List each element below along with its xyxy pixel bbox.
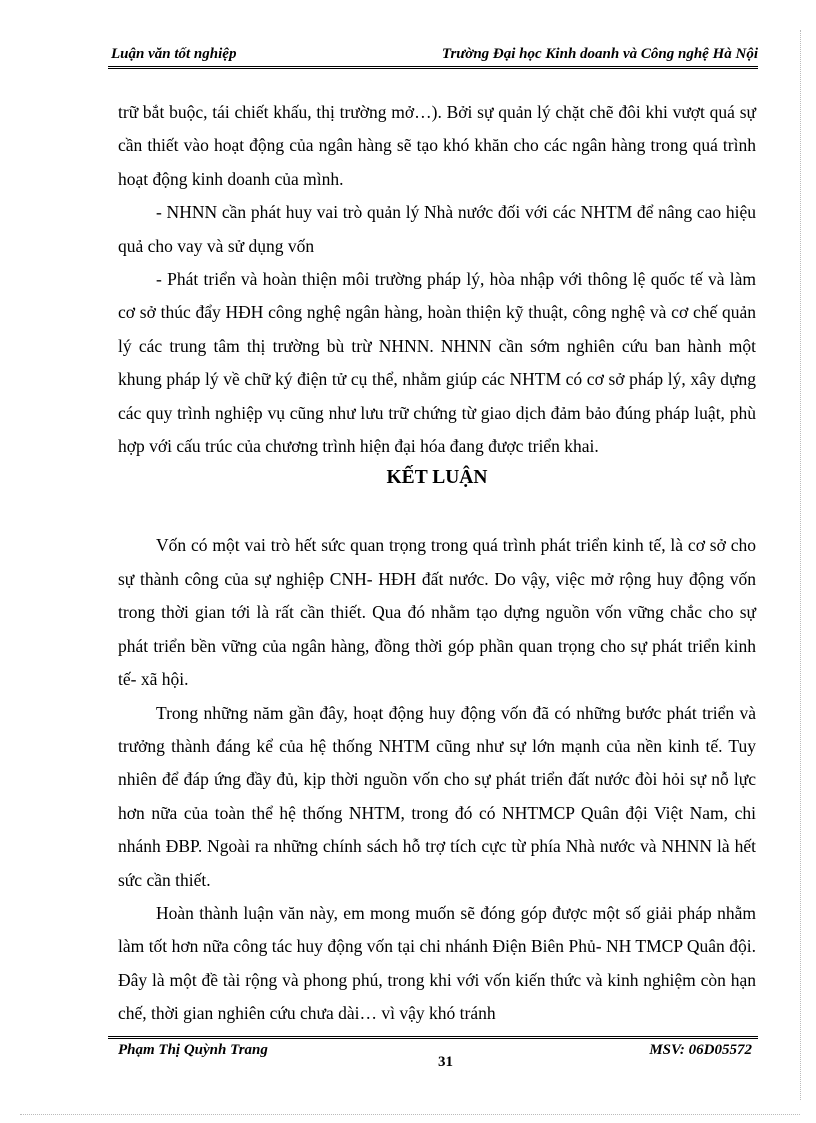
- conclusion-paragraph: Hoàn thành luận văn này, em mong muốn sẽ đóng góp được một số giải pháp nhằm làm tốt hơn nữa công tác huy động vốn tại chi nhánh Điện Biên Phủ- NH TMCP Quân đội. Đây là một đề tài rộng và phong phú, trong khi với vốn kiến thức và kinh nghiệm còn hạn chế, thời gian nghiên cứu chưa dài… vì vậy khó tránh: [118, 902, 756, 1024]
- conclusion-paragraph: Trong những năm gần đây, hoạt động huy động vốn đã có những bước phát triển và trưởng thành đáng kể của hệ thống NHTM cũng như sự lớn mạnh của nền kinh tế. Tuy nhiên để đáp ứng đầy đủ, kịp thời nguồn vốn cho sự phát triển đất nước đòi hỏi sự nỗ lực hơn nữa của toàn thể hệ thống NHTM, trong đó có NHTMCP Quân đội Việt Nam, chi nhánh ĐBP. Ngoài ra những chính sách hỗ trợ tích cực từ phía Nhà nước và NHNN là hết sức cần thiết.: [118, 702, 756, 890]
- header-university-name: Trường Đại học Kinh doanh và Công nghệ Hà Nội: [441, 46, 758, 62]
- footer-author: Phạm Thị Quỳnh Trang: [118, 1042, 268, 1058]
- page-edge-right: [800, 30, 801, 1100]
- page-footer: [108, 1040, 758, 1080]
- page-edge-bottom: [20, 1114, 800, 1115]
- footer-divider: [108, 1036, 758, 1039]
- bullet-paragraph: - Phát triển và hoàn thiện môi trường pháp lý, hòa nhập với thông lệ quốc tế và làm cơ sở thúc đẩy HĐH công nghệ ngân hàng, hoàn thiện kỹ thuật, công nghệ và cơ chế quản lý các trung tâm thị trường bù trừ NHNN. NHNN cần sớm nghiên cứu ban hành một khung pháp lý về chữ ký điện tử cụ thể, nhằm giúp các NHTM có cơ sở pháp lý, xây dựng các quy trình nghiệp vụ cũng như lưu trữ chứng từ giao dịch đảm bảo đúng pháp luật, phù hợp với cấu trúc của chương trình hiện đại hóa đang được triển khai.: [118, 269, 756, 457]
- bullet-paragraph: - NHNN cần phát huy vai trò quản lý Nhà nước đối với các NHTM để nâng cao hiệu quả cho vay và sử dụng vốn: [118, 202, 756, 256]
- conclusion-paragraph: Vốn có một vai trò hết sức quan trọng trong quá trình phát triển kinh tế, là cơ sở cho sự thành công của sự nghiệp CNH- HĐH đất nước. Do vậy, việc mở rộng huy động vốn trong thời gian tới là rất cần thiết. Qua đó nhằm tạo dựng nguồn vốn vững chắc cho sự phát triển bền vững của ngân hàng, đồng thời góp phần quan trọng cho sự phát triển kinh tế- xã hội.: [118, 535, 756, 690]
- conclusion-heading: KẾT LUẬN: [386, 467, 488, 489]
- page-body: [118, 96, 756, 1031]
- footer-student-id: MSV: 06D05572: [649, 1042, 752, 1058]
- page-number: 31: [438, 1054, 453, 1070]
- page-header: [108, 44, 758, 66]
- header-divider: [108, 66, 758, 69]
- paragraph: trữ bắt buộc, tái chiết khấu, thị trường mở…). Bởi sự quản lý chặt chẽ đôi khi vượt quá sự cần thiết vào hoạt động của ngân hàng sẽ tạo khó khăn cho các ngân hàng trong quá trình hoạt động kinh doanh của mình.: [118, 102, 756, 189]
- header-thesis-label: Luận văn tốt nghiệp: [111, 46, 237, 62]
